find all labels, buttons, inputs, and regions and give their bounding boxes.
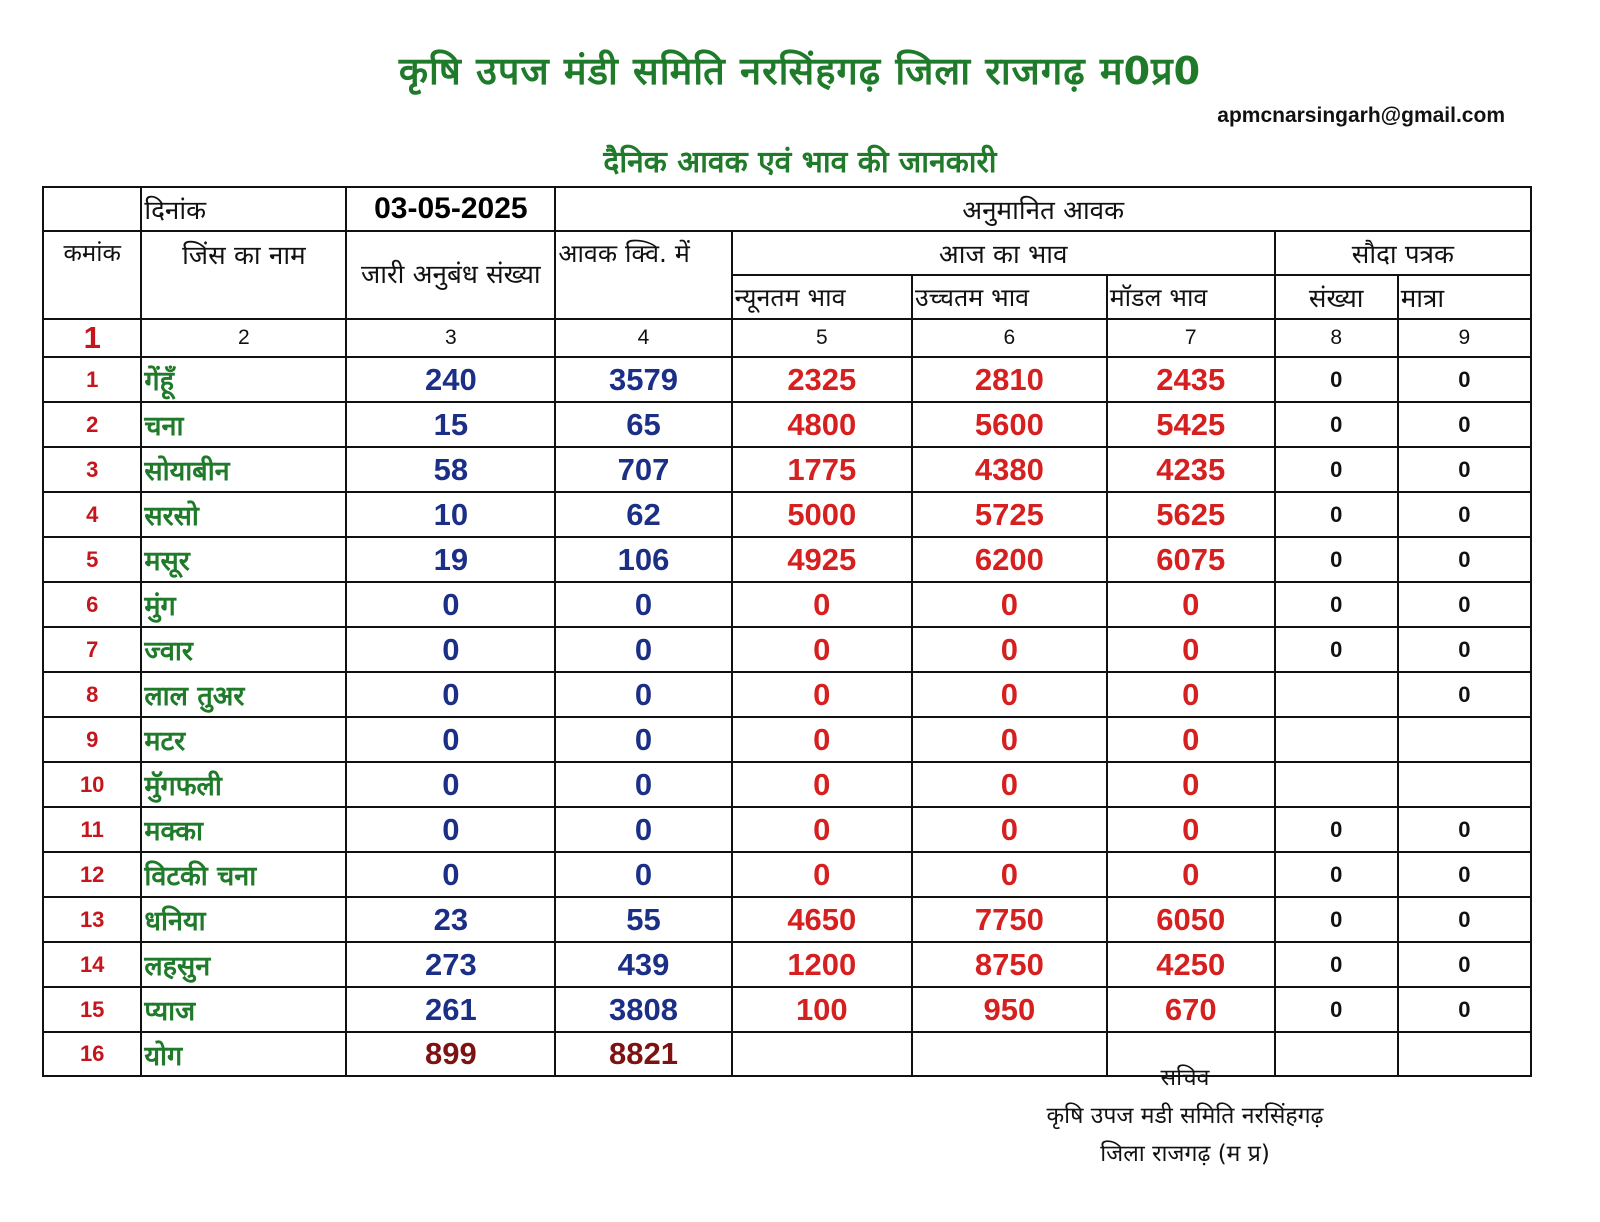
min-rate-cell: 4925 [732, 537, 912, 582]
sauda-qty-cell: 0 [1398, 447, 1531, 492]
commodity-name-cell: मटर [141, 717, 346, 762]
min-rate-cell: 5000 [732, 492, 912, 537]
rates-table [42, 186, 1532, 1077]
contracts-cell: 273 [346, 942, 555, 987]
contracts-cell: 261 [346, 987, 555, 1032]
min-rate-cell: 0 [732, 717, 912, 762]
contracts-cell: 23 [346, 897, 555, 942]
min-rate-cell: 4650 [732, 897, 912, 942]
arrival-cell: 106 [555, 537, 731, 582]
total-label-cell: योग [141, 1032, 346, 1076]
table-row [43, 582, 1531, 627]
serial-cell: 11 [43, 807, 141, 852]
column-number: 1 [43, 319, 141, 357]
sauda-count-cell: 0 [1275, 357, 1398, 402]
page-subtitle: दैनिक आवक एवं भाव की जानकारी [603, 145, 997, 180]
serial-cell: 3 [43, 447, 141, 492]
table-row [43, 492, 1531, 537]
commodity-name-cell: चना [141, 402, 346, 447]
sauda-qty-cell: 0 [1398, 897, 1531, 942]
sauda-count-cell: 0 [1275, 897, 1398, 942]
today-rate-header: आज का भाव [732, 231, 1275, 275]
sauda-count-cell: 0 [1275, 447, 1398, 492]
min-rate-cell: 0 [732, 852, 912, 897]
contracts-cell: 0 [346, 762, 555, 807]
min-rate-cell: 1200 [732, 942, 912, 987]
sauda-count-cell: 0 [1275, 492, 1398, 537]
table-row [43, 807, 1531, 852]
contracts-cell: 10 [346, 492, 555, 537]
serial-cell: 15 [43, 987, 141, 1032]
min-rate-cell: 0 [732, 672, 912, 717]
max-rate-cell: 0 [912, 582, 1107, 627]
min-rate-cell: 2325 [732, 357, 912, 402]
contracts-cell: 0 [346, 717, 555, 762]
table-row [43, 672, 1531, 717]
modal-rate-cell: 0 [1107, 762, 1275, 807]
modal-rate-cell: 2435 [1107, 357, 1275, 402]
column-number: 5 [732, 319, 912, 357]
modal-rate-cell: 5625 [1107, 492, 1275, 537]
table-row [43, 402, 1531, 447]
serial-cell: 10 [43, 762, 141, 807]
sauda-qty-cell: 0 [1398, 987, 1531, 1032]
contracts-cell: 0 [346, 627, 555, 672]
column-number: 7 [1107, 319, 1275, 357]
date-value: 03-05-2025 [346, 187, 555, 231]
col-serial-header: कमांक [43, 231, 141, 319]
arrival-cell: 0 [555, 582, 731, 627]
arrival-cell: 0 [555, 627, 731, 672]
sauda-count-cell: 0 [1275, 537, 1398, 582]
arrival-cell: 55 [555, 897, 731, 942]
contracts-cell: 0 [346, 582, 555, 627]
commodity-name-cell: सरसो [141, 492, 346, 537]
col-min-header: न्यूनतम भाव [732, 275, 912, 319]
modal-rate-cell: 5425 [1107, 402, 1275, 447]
footer-designation: सचिव [1160, 1065, 1210, 1091]
sauda-count-cell: 0 [1275, 852, 1398, 897]
max-rate-cell: 0 [912, 627, 1107, 672]
sauda-qty-cell: 0 [1398, 357, 1531, 402]
total-empty-cell [732, 1032, 912, 1076]
serial-cell: 7 [43, 627, 141, 672]
contracts-cell: 240 [346, 357, 555, 402]
sauda-count-cell: 0 [1275, 627, 1398, 672]
arrival-cell: 0 [555, 762, 731, 807]
column-number: 6 [912, 319, 1107, 357]
sauda-qty-cell: 0 [1398, 627, 1531, 672]
commodity-name-cell: सोयाबीन [141, 447, 346, 492]
max-rate-cell: 6200 [912, 537, 1107, 582]
table-row [43, 627, 1531, 672]
total-serial-cell: 16 [43, 1032, 141, 1076]
modal-rate-cell: 670 [1107, 987, 1275, 1032]
commodity-name-cell: मक्का [141, 807, 346, 852]
col-count-header: संख्या [1275, 275, 1398, 319]
col-max-header: उच्चतम भाव [912, 275, 1107, 319]
footer-organization: कृषि उपज मडी समिति नरसिंहगढ़ [1046, 1103, 1324, 1129]
header-row-1 [43, 187, 1531, 231]
arrival-cell: 439 [555, 942, 731, 987]
max-rate-cell: 4380 [912, 447, 1107, 492]
serial-cell: 1 [43, 357, 141, 402]
header-row-2 [43, 231, 1531, 275]
max-rate-cell: 0 [912, 762, 1107, 807]
sauda-qty-cell: 0 [1398, 852, 1531, 897]
max-rate-cell: 7750 [912, 897, 1107, 942]
sauda-count-cell: 0 [1275, 942, 1398, 987]
arrival-cell: 62 [555, 492, 731, 537]
col-commodity-header: जिंस का नाम [141, 231, 346, 319]
commodity-name-cell: लहसुन [141, 942, 346, 987]
table-row [43, 942, 1531, 987]
arrival-cell: 0 [555, 672, 731, 717]
commodity-name-cell: धनिया [141, 897, 346, 942]
serial-cell: 2 [43, 402, 141, 447]
commodity-name-cell: ज्वार [141, 627, 346, 672]
max-rate-cell: 0 [912, 807, 1107, 852]
modal-rate-cell: 4235 [1107, 447, 1275, 492]
serial-cell: 9 [43, 717, 141, 762]
max-rate-cell: 0 [912, 717, 1107, 762]
max-rate-cell: 8750 [912, 942, 1107, 987]
table-row [43, 762, 1531, 807]
min-rate-cell: 100 [732, 987, 912, 1032]
contracts-cell: 58 [346, 447, 555, 492]
max-rate-cell: 5725 [912, 492, 1107, 537]
modal-rate-cell: 0 [1107, 852, 1275, 897]
max-rate-cell: 5600 [912, 402, 1107, 447]
arrival-cell: 0 [555, 717, 731, 762]
contracts-cell: 0 [346, 852, 555, 897]
table-row [43, 852, 1531, 897]
column-number: 8 [1275, 319, 1398, 357]
sauda-qty-cell: 0 [1398, 537, 1531, 582]
email-address: apmcnarsingarh@gmail.com [1217, 104, 1505, 127]
serial-cell: 14 [43, 942, 141, 987]
min-rate-cell: 0 [732, 582, 912, 627]
max-rate-cell: 0 [912, 672, 1107, 717]
sauda-qty-cell: 0 [1398, 672, 1531, 717]
estimated-arrival-header: अनुमानित आवक [555, 187, 1531, 231]
arrival-cell: 0 [555, 852, 731, 897]
sauda-qty-cell: 0 [1398, 492, 1531, 537]
sauda-count-cell: 0 [1275, 402, 1398, 447]
table-row [43, 987, 1531, 1032]
sauda-count-cell: 0 [1275, 807, 1398, 852]
sauda-qty-cell: 0 [1398, 942, 1531, 987]
serial-cell: 12 [43, 852, 141, 897]
col-modal-header: मॉडल भाव [1107, 275, 1275, 319]
sauda-qty-cell [1398, 762, 1531, 807]
sauda-qty-cell: 0 [1398, 807, 1531, 852]
commodity-name-cell: लाल तुअर [141, 672, 346, 717]
table-row [43, 717, 1531, 762]
date-label: दिनांक [141, 187, 346, 231]
column-number: 3 [346, 319, 555, 357]
total-contracts-cell: 899 [346, 1032, 555, 1076]
total-empty-cell [1398, 1032, 1531, 1076]
arrival-cell: 707 [555, 447, 731, 492]
contracts-cell: 0 [346, 672, 555, 717]
arrival-cell: 65 [555, 402, 731, 447]
arrival-cell: 3808 [555, 987, 731, 1032]
col-arrival-header: आवक क्वि. में [555, 231, 731, 319]
table-row [43, 537, 1531, 582]
min-rate-cell: 0 [732, 627, 912, 672]
footer-district: जिला राजगढ़ (म प्र) [1100, 1141, 1270, 1167]
sauda-count-cell: 0 [1275, 987, 1398, 1032]
commodity-name-cell: गेंहूँ [141, 357, 346, 402]
sauda-count-cell [1275, 672, 1398, 717]
commodity-name-cell: मुॅगफली [141, 762, 346, 807]
max-rate-cell: 0 [912, 852, 1107, 897]
commodity-name-cell: मसूर [141, 537, 346, 582]
sauda-qty-cell: 0 [1398, 402, 1531, 447]
serial-cell: 6 [43, 582, 141, 627]
min-rate-cell: 0 [732, 807, 912, 852]
page-title: कृषि उपज मंडी समिति नरसिंहगढ़ जिला राजगढ़ म0प्र0 [398, 49, 1202, 93]
sauda-patrak-header: सौदा पत्रक [1275, 231, 1531, 275]
max-rate-cell: 950 [912, 987, 1107, 1032]
modal-rate-cell: 0 [1107, 582, 1275, 627]
modal-rate-cell: 0 [1107, 807, 1275, 852]
commodity-name-cell: विटकी चना [141, 852, 346, 897]
header-blank-cell [43, 187, 141, 231]
min-rate-cell: 0 [732, 762, 912, 807]
table-row [43, 357, 1531, 402]
table-row [43, 897, 1531, 942]
col-contracts-header: जारी अनुबंध संख्या [346, 231, 555, 319]
col-qty-header: मात्रा [1398, 275, 1531, 319]
min-rate-cell: 1775 [732, 447, 912, 492]
sauda-qty-cell: 0 [1398, 582, 1531, 627]
serial-cell: 5 [43, 537, 141, 582]
commodity-name-cell: मुंग [141, 582, 346, 627]
total-arrival-cell: 8821 [555, 1032, 731, 1076]
sauda-count-cell [1275, 762, 1398, 807]
serial-cell: 13 [43, 897, 141, 942]
modal-rate-cell: 0 [1107, 717, 1275, 762]
arrival-cell: 0 [555, 807, 731, 852]
serial-cell: 8 [43, 672, 141, 717]
column-number: 4 [555, 319, 731, 357]
min-rate-cell: 4800 [732, 402, 912, 447]
modal-rate-cell: 0 [1107, 627, 1275, 672]
sauda-count-cell [1275, 717, 1398, 762]
table-row [43, 447, 1531, 492]
arrival-cell: 3579 [555, 357, 731, 402]
contracts-cell: 0 [346, 807, 555, 852]
column-number-row [43, 319, 1531, 357]
sauda-count-cell: 0 [1275, 582, 1398, 627]
commodity-name-cell: प्याज [141, 987, 346, 1032]
modal-rate-cell: 4250 [1107, 942, 1275, 987]
modal-rate-cell: 6075 [1107, 537, 1275, 582]
contracts-cell: 19 [346, 537, 555, 582]
modal-rate-cell: 0 [1107, 672, 1275, 717]
serial-cell: 4 [43, 492, 141, 537]
column-number: 2 [141, 319, 346, 357]
contracts-cell: 15 [346, 402, 555, 447]
sauda-qty-cell [1398, 717, 1531, 762]
max-rate-cell: 2810 [912, 357, 1107, 402]
modal-rate-cell: 6050 [1107, 897, 1275, 942]
column-number: 9 [1398, 319, 1531, 357]
